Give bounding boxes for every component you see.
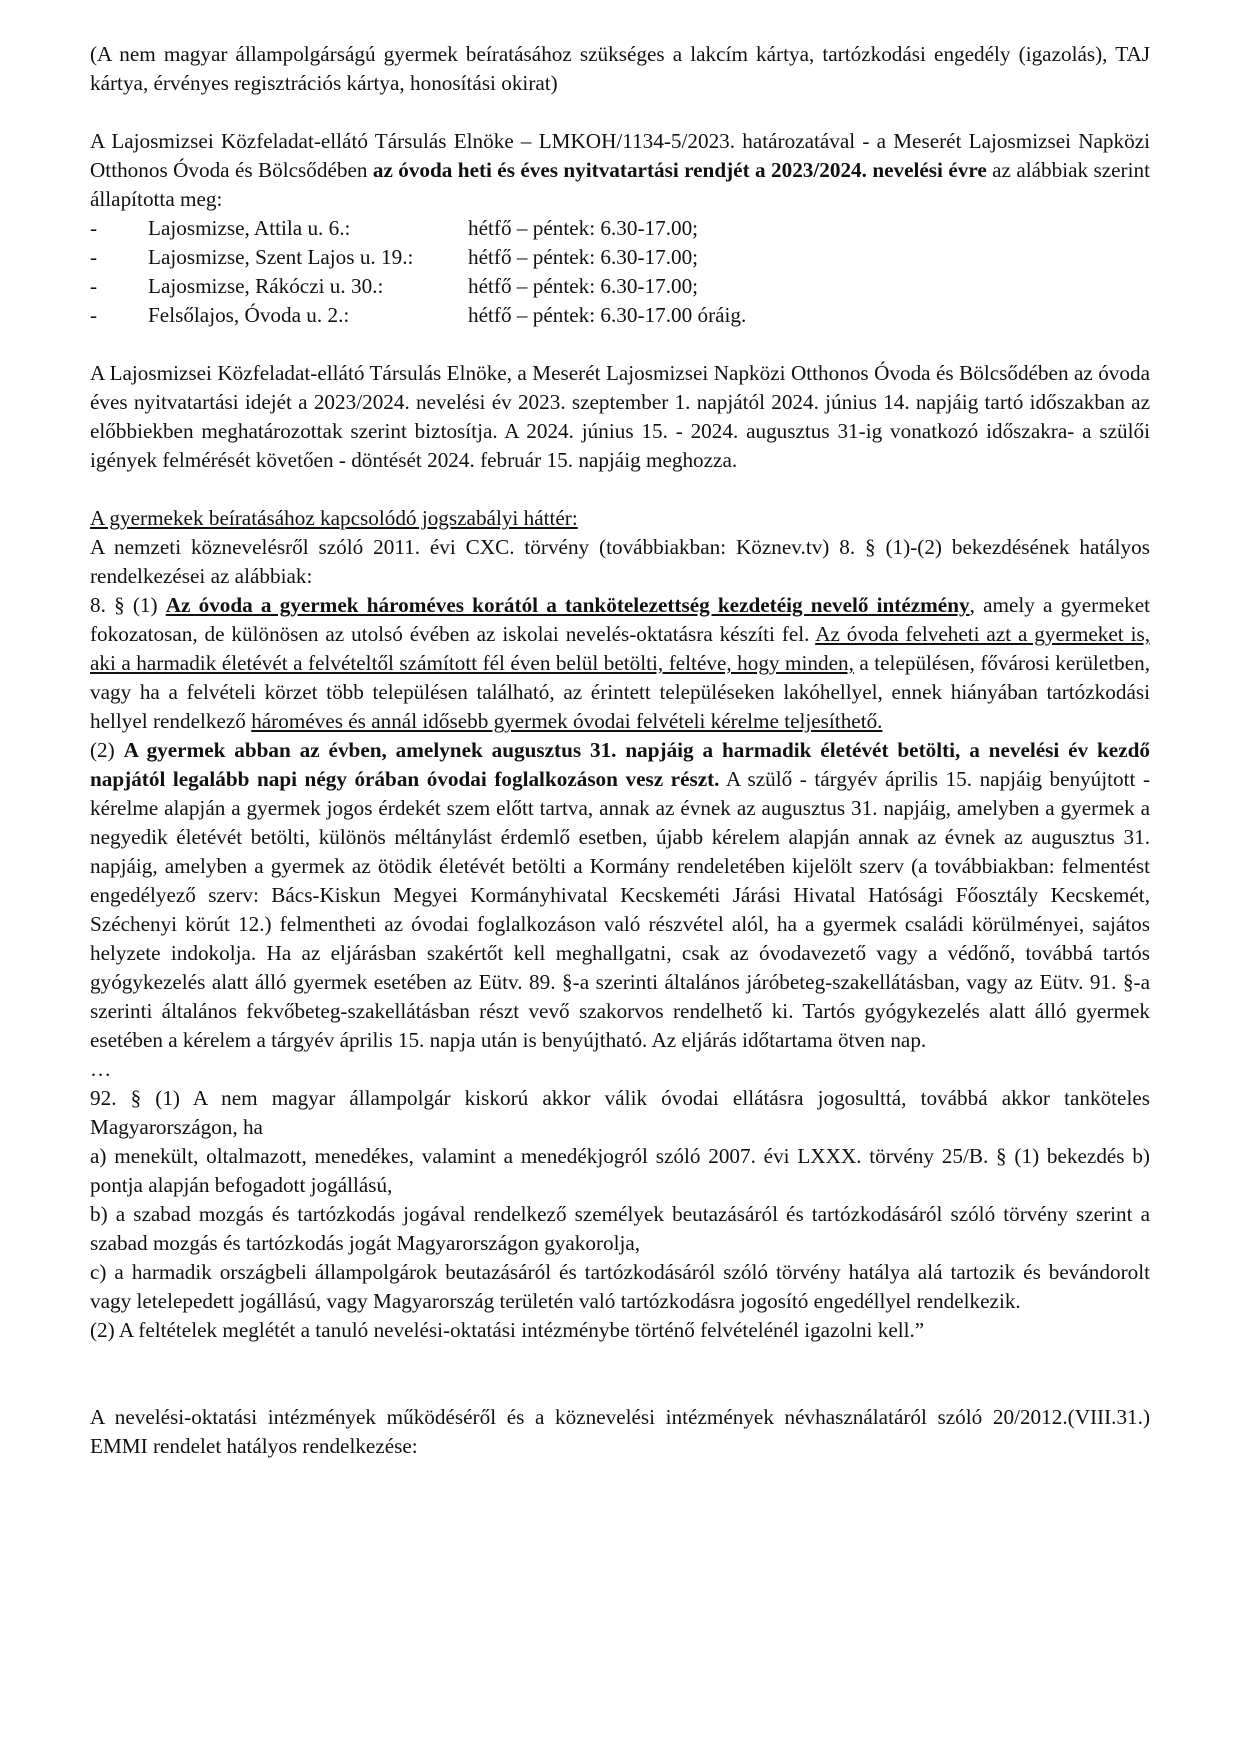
intro-tail: az alábbiak szerint állapította meg:: [90, 158, 1150, 211]
section-92-2: (2) A feltételek meglétét a tanuló nevelési-oktatási intézménybe történő felvételénél igazolni kell.”: [90, 1318, 925, 1342]
schedule-time: hétfő – péntek: 6.30-17.00;: [468, 274, 699, 298]
schedule-item: [90, 301, 1150, 330]
schedule-list: [90, 214, 1150, 330]
schedule-dash: -: [90, 245, 98, 269]
document-page: [90, 40, 1150, 1461]
section-8-1-text: , amely a gyermeket fokozatosan, de különösen az utolsó évében az iskolai nevelés-oktatásra készíti fel.: [90, 593, 1150, 646]
ellipsis: …: [90, 1057, 112, 1081]
section-8-2: [90, 736, 1150, 1055]
section-8-1-text-2: a településen, fővárosi kerületben, vagy ha a felvételi körzet több településen található, az érintett településeken lakóhellyel, ennek hiányában tartózkodási hellyel rendelkező: [90, 651, 1150, 733]
schedule-time: hétfő – péntek: 6.30-17.00 óráig.: [468, 303, 747, 327]
schedule-item: [90, 272, 1150, 301]
legal-background-heading: A gyermekek beíratásához kapcsolódó jogszabályi háttér:: [90, 506, 578, 530]
schedule-place: Lajosmizse, Szent Lajos u. 19.:: [148, 245, 414, 269]
section-92-a: a) menekült, oltalmazott, menedékes, valamint a menedékjogról szóló 2007. évi LXXX. törvény 25/B. § (1) bekezdés b) pontja alapján befogadott jogállású,: [90, 1144, 1150, 1197]
schedule-time: hétfő – péntek: 6.30-17.00;: [468, 216, 699, 240]
schedule-dash: -: [90, 303, 98, 327]
foreign-child-requirements: (A nem magyar állampolgárságú gyermek beíratásához szükséges a lakcím kártya, tartózkodási engedély (igazolás), TAJ kártya, érvényes regisztrációs kártya, honosítási okirat): [90, 42, 1150, 95]
section-number: 8. § (1): [90, 593, 166, 617]
section-8-1-underlined-2: hároméves és annál idősebb gyermek óvodai felvételi kérelme teljesíthető.: [251, 709, 883, 733]
schedule-place: Felsőlajos, Óvoda u. 2.:: [148, 303, 350, 327]
schedule-dash: -: [90, 216, 98, 240]
section-8-1-underlined: Az óvoda felveheti azt a gyermeket is, aki a harmadik életévét a felvételtől számított fél éven belül betölti, feltéve, hogy minden,: [90, 622, 1151, 675]
schedule-place: Lajosmizse, Rákóczi u. 30.:: [148, 274, 384, 298]
section-8-1-bold: Az óvoda a gyermek hároméves korától a tankötelezettség kezdetéig nevelő intézmény: [165, 593, 970, 617]
schedule-time: hétfő – péntek: 6.30-17.00;: [468, 245, 699, 269]
section-number: (2): [90, 738, 124, 762]
section-92-1: 92. § (1) A nem magyar állampolgár kiskorú akkor válik óvodai ellátásra jogosulttá, továbbá akkor tanköteles Magyarországon, ha: [90, 1086, 1150, 1139]
section-8-1: [90, 591, 1150, 736]
section-92-b: b) a szabad mozgás és tartózkodás jogával rendelkező személyek beutazásáról és tartózkodásáról szóló törvény szerint a szabad mozgás és tartózkodás jogát Magyarországon gyakorolja,: [90, 1202, 1150, 1255]
section-8-2-text: A szülő - tárgyév április 15. napjáig benyújtott - kérelme alapján a gyermek jogos érdekét szem előtt tartva, annak az évnek az augusztus 31. napjáig, amelyben a gyermek a negyedik életévét betölti, különös méltánylást érdemlő esetben, újabb kérelem alapján annak az évnek az augusztus 31. napjáig, amelyben a gyermek az ötödik életévét betölti a Kormány rendeletében kijelölt szerv (a továbbiakban: felmentést engedélyező szerv: Bács-Kiskun Megyei Kormányhivatal Kecskeméti Járási Hivatal Hatósági Főosztály Kecskemét, Széchenyi körút 12.) felmentheti az óvodai foglalkozáson való részvétel alól, ha a gyermek családi körülményei, sajátos helyzete indokolja. Ha az eljárásban szakértőt kell meghallgatni, csak az óvodavezető vagy a védőnő, továbbá tartós gyógykezelés alatt álló gyermek esetében az Eütv. 89. §-a szerinti általános járóbeteg-szakellátásban, vagy az Eütv. 91. §-a szerinti általános fekvőbeteg-szakellátásban részt vevő szakorvos rendelhető ki. Tartós gyógykezelés alatt álló gyermek esetében a kérelem a tárgyév április 15. napja után is benyújtható. Az eljárás időtartama ötven nap.: [90, 767, 1151, 1052]
intro-bold: az óvoda heti és éves nyitvatartási rendjét a 2023/2024. nevelési évre: [372, 158, 987, 182]
intro-text: A Lajosmizsei Közfeladat-ellátó Társulás Elnöke – LMKOH/1134-5/2023. határozatával - a Meserét Lajosmizsei Napközi Otthonos Óvoda és Bölcsődében: [90, 129, 1150, 182]
section-92-c: c) a harmadik országbeli állampolgárok beutazásáról és tartózkodásáról szóló törvény hatálya alá tartozik és bevándorolt vagy letelepedett jogállású, vagy Magyarország területén való tartózkodásra jogosító engedéllyel rendelkezik.: [90, 1260, 1150, 1313]
law-reference: A nemzeti köznevelésről szóló 2011. évi CXC. törvény (továbbiakban: Köznev.tv) 8. § (1)-(2) bekezdésének hatályos rendelkezései az alábbiak:: [90, 535, 1150, 588]
emmi-decree-reference: A nevelési-oktatási intézmények működéséről és a köznevelési intézmények névhasználatáról szóló 20/2012.(VIII.31.) EMMI rendelet hatályos rendelkezése:: [90, 1405, 1150, 1458]
opening-hours-intro: [90, 127, 1150, 214]
section-8-2-bold: A gyermek abban az évben, amelynek augusztus 31. napjáig a harmadik életévét betölti, a nevelési év kezdő napjától legalább napi négy órában óvodai foglalkozáson vesz részt.: [90, 738, 1150, 791]
schedule-item: [90, 243, 1150, 272]
annual-opening-paragraph: A Lajosmizsei Közfeladat-ellátó Társulás Elnöke, a Meserét Lajosmizsei Napközi Otthonos Óvoda és Bölcsődében az óvoda éves nyitvatartási idejét a 2023/2024. nevelési év 2023. szeptember 1. napjától 2024. június 14. napjáig tartó időszakban az előbbiekben meghatározottak szerint biztosítja. A 2024. június 15. - 2024. augusztus 31-ig vonatkozó időszakra- a szülői igények felmérését követően - döntését 2024. február 15. napjáig meghozza.: [90, 361, 1150, 472]
schedule-dash: -: [90, 274, 98, 298]
schedule-item: [90, 214, 1150, 243]
schedule-place: Lajosmizse, Attila u. 6.:: [148, 216, 351, 240]
